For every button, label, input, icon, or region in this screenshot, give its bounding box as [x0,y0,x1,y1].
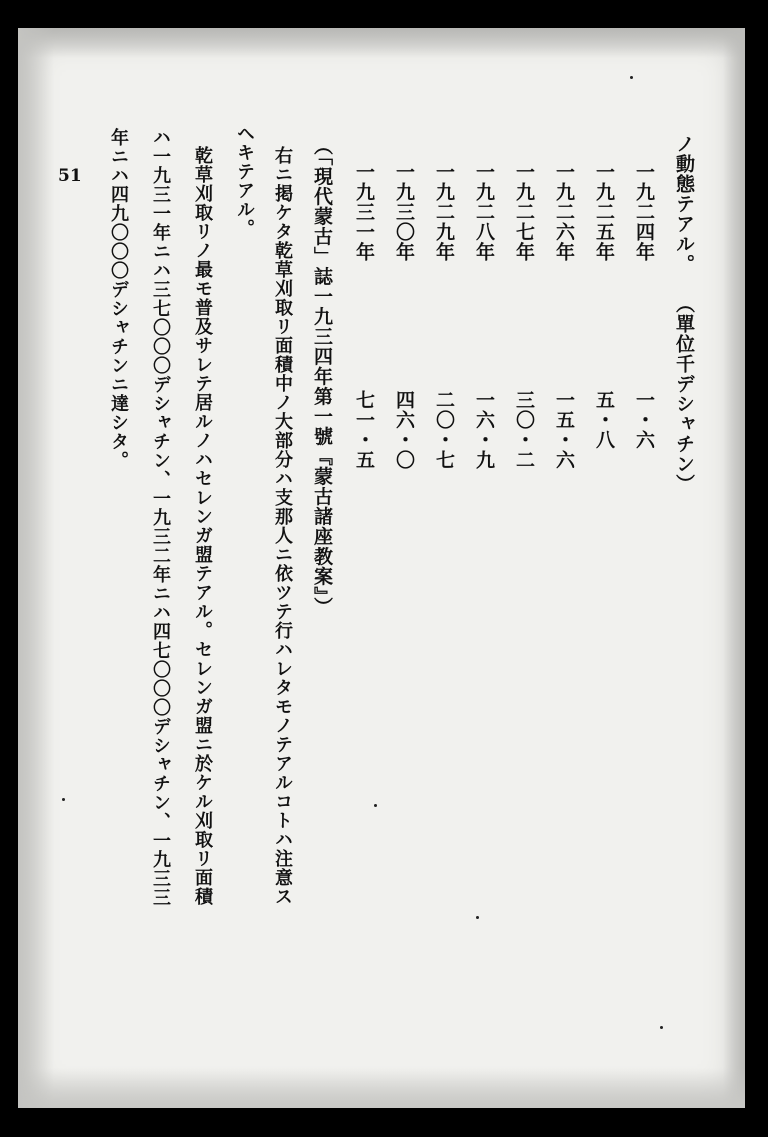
paragraph-1-line-1: 右ニ掲ケタ乾草刈取リ面積中ノ大部分ハ支那人ニ依ツテ行ハレタモノテアルコトハ注意ス [272,146,293,906]
table-value-1926: 一五・六 [553,390,575,470]
header-text: ノ動態テアル。 [673,134,695,274]
page-edge-shadow-bottom [18,1068,745,1108]
page-edge-shadow-right [723,28,745,1108]
paragraph-2-line-2: ハ一九三一年ニハ三七〇〇〇デシャチン、一九三二年ニハ四七〇〇〇デシャチン、一九三三 [150,128,171,907]
table-year-1926: 一九二六年 [553,162,575,262]
table-value-1931: 七一・五 [353,390,375,470]
paragraph-1-line-2: ヘキテアル。 [234,124,255,238]
table-year-1928: 一九二八年 [473,162,495,262]
scan-speck [62,798,65,801]
header-line [672,134,696,494]
table-value-1928: 一六・九 [473,390,495,470]
table-year-1929: 一九二九年 [433,162,455,262]
table-year-1924: 一九二四年 [633,162,655,262]
table-year-1931: 一九三一年 [353,162,375,262]
document-page [18,28,745,1108]
scan-speck [660,1026,663,1029]
scan-speck [630,76,633,79]
table-value-1927: 三〇・二 [513,390,535,470]
table-year-1930: 一九三〇年 [393,162,415,262]
table-value-1929: 二〇・七 [433,390,455,470]
table-value-1924: 一・六 [633,390,655,450]
paragraph-2-line-3: 年ニハ四九〇〇〇デシャチンニ達シタ。 [108,128,129,470]
table-year-1927: 一九二七年 [513,162,535,262]
citation: （「現代蒙古」誌一九三四年第一號『蒙古諸座教案』） [311,136,333,617]
page-number: 51 [58,166,82,186]
table-value-1930: 四六・〇 [393,390,415,470]
table-value-1925: 五・八 [593,390,615,450]
paragraph-2-line-1: 乾草刈取リノ最モ普及サレテ居ルノハセレンガ盟テアル。セレンガ盟ニ於ケル刈取リ面積 [192,146,213,906]
unit-note: （單位千デシャチン） [673,294,695,494]
scan-speck [374,804,377,807]
scan-speck [476,916,479,919]
table-year-1925: 一九二五年 [593,162,615,262]
